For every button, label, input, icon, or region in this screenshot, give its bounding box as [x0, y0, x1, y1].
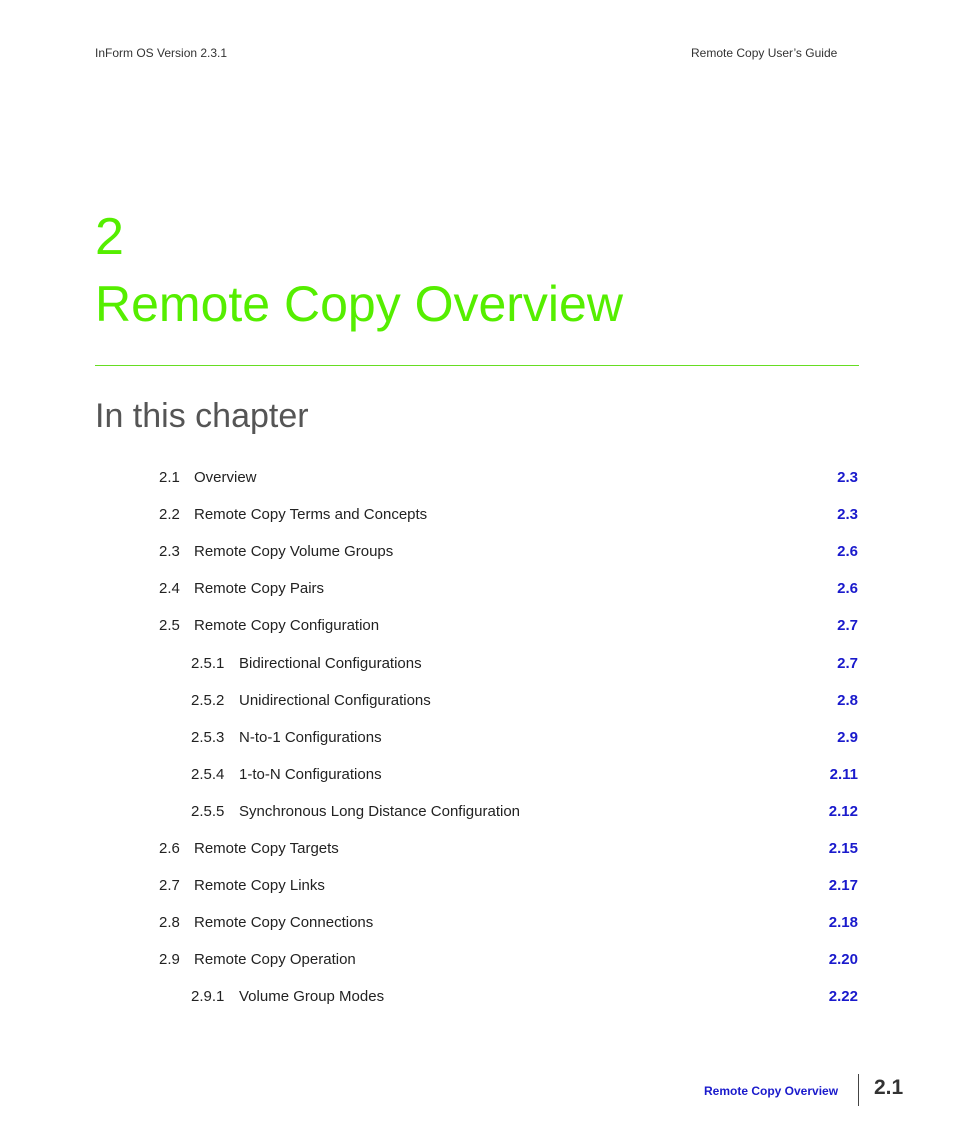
chapter-title: Remote Copy Overview — [95, 276, 623, 332]
toc-entry-title[interactable]: Bidirectional Configurations — [239, 655, 422, 672]
toc-entry[interactable] — [0, 951, 954, 973]
toc-entry-number: 2.5.1 — [191, 655, 225, 672]
toc-entry-title[interactable]: Remote Copy Links — [194, 877, 325, 894]
toc-entry-number: 2.5.5 — [191, 803, 225, 820]
toc-entry-title[interactable]: Remote Copy Targets — [194, 840, 339, 857]
toc-entry-page-link[interactable]: 2.6 — [837, 543, 858, 560]
toc-entry-title[interactable]: Unidirectional Configurations — [239, 692, 431, 709]
toc-entry-title[interactable]: 1-to-N Configurations — [239, 766, 382, 783]
toc-entry[interactable] — [0, 729, 954, 751]
toc-entry[interactable] — [0, 803, 954, 825]
toc-entry-title[interactable]: Synchronous Long Distance Configuration — [239, 803, 521, 820]
toc-entry-number: 2.6 — [159, 840, 180, 857]
toc-entry-page-link[interactable]: 2.12 — [828, 803, 858, 820]
toc-entry[interactable] — [0, 543, 954, 565]
footer-page-number: 2.1 — [874, 1076, 904, 1099]
toc-entry-page-link[interactable]: 2.22 — [828, 988, 858, 1005]
running-header-guide-title: Remote Copy User’s Guide — [691, 46, 838, 60]
toc-entry-number: 2.9.1 — [191, 988, 225, 1005]
toc-entry[interactable] — [0, 914, 954, 936]
toc-entry-number: 2.1 — [159, 469, 180, 486]
toc-entry-page-link[interactable]: 2.6 — [837, 580, 858, 597]
toc-entry-number: 2.5.3 — [191, 729, 225, 746]
toc-entry-title[interactable]: Remote Copy Connections — [194, 914, 374, 931]
toc-entry-page-link[interactable]: 2.18 — [828, 914, 858, 931]
toc-entry-title[interactable]: N-to-1 Configurations — [239, 729, 382, 746]
title-divider — [95, 365, 859, 366]
toc-entry-number: 2.4 — [159, 580, 180, 597]
toc-entry[interactable] — [0, 469, 954, 491]
toc-entry-page-link[interactable]: 2.8 — [837, 692, 858, 709]
toc-entry[interactable] — [0, 580, 954, 602]
toc-entry-title[interactable]: Remote Copy Terms and Concepts — [194, 506, 428, 523]
toc-entry-number: 2.5 — [159, 617, 180, 634]
toc-entry-number: 2.5.4 — [191, 766, 225, 783]
toc-entry-page-link[interactable]: 2.15 — [828, 840, 858, 857]
footer-chapter-link[interactable]: Remote Copy Overview — [704, 1084, 839, 1098]
toc-entry[interactable] — [0, 617, 954, 639]
toc-entry-title[interactable]: Volume Group Modes — [239, 988, 385, 1005]
toc-entry-page-link[interactable]: 2.3 — [837, 469, 858, 486]
toc-entry[interactable] — [0, 506, 954, 528]
chapter-number: 2 — [95, 208, 124, 266]
toc-entry-page-link[interactable]: 2.7 — [837, 617, 858, 634]
toc-entry-number: 2.8 — [159, 914, 180, 931]
toc-entry[interactable] — [0, 877, 954, 899]
toc-entry[interactable] — [0, 766, 954, 788]
toc-entry[interactable] — [0, 988, 954, 1010]
toc-entry[interactable] — [0, 840, 954, 862]
toc-entry-number: 2.2 — [159, 506, 180, 523]
running-header-version: InForm OS Version 2.3.1 — [95, 46, 228, 60]
toc-entry-page-link[interactable]: 2.11 — [829, 766, 858, 783]
toc-entry-title[interactable]: Remote Copy Pairs — [194, 580, 325, 597]
footer-divider — [858, 1074, 859, 1106]
toc-entry-page-link[interactable]: 2.17 — [828, 877, 858, 894]
toc-entry-page-link[interactable]: 2.9 — [837, 729, 858, 746]
toc-entry-title[interactable]: Remote Copy Operation — [194, 951, 356, 968]
toc-entry-page-link[interactable]: 2.7 — [837, 655, 858, 672]
toc-entry-number: 2.9 — [159, 951, 180, 968]
toc-entry-title[interactable]: Overview — [194, 469, 257, 486]
toc-entry-number: 2.7 — [159, 877, 180, 894]
toc-entry-page-link[interactable]: 2.20 — [828, 951, 858, 968]
toc-entry-page-link[interactable]: 2.3 — [837, 506, 858, 523]
toc-entry[interactable] — [0, 655, 954, 677]
toc-entry[interactable] — [0, 692, 954, 714]
toc-entry-title[interactable]: Remote Copy Configuration — [194, 617, 380, 634]
section-heading: In this chapter — [95, 397, 309, 435]
toc-entry-title[interactable]: Remote Copy Volume Groups — [194, 543, 394, 560]
toc-entry-number: 2.3 — [159, 543, 180, 560]
toc-entry-number: 2.5.2 — [191, 692, 225, 709]
